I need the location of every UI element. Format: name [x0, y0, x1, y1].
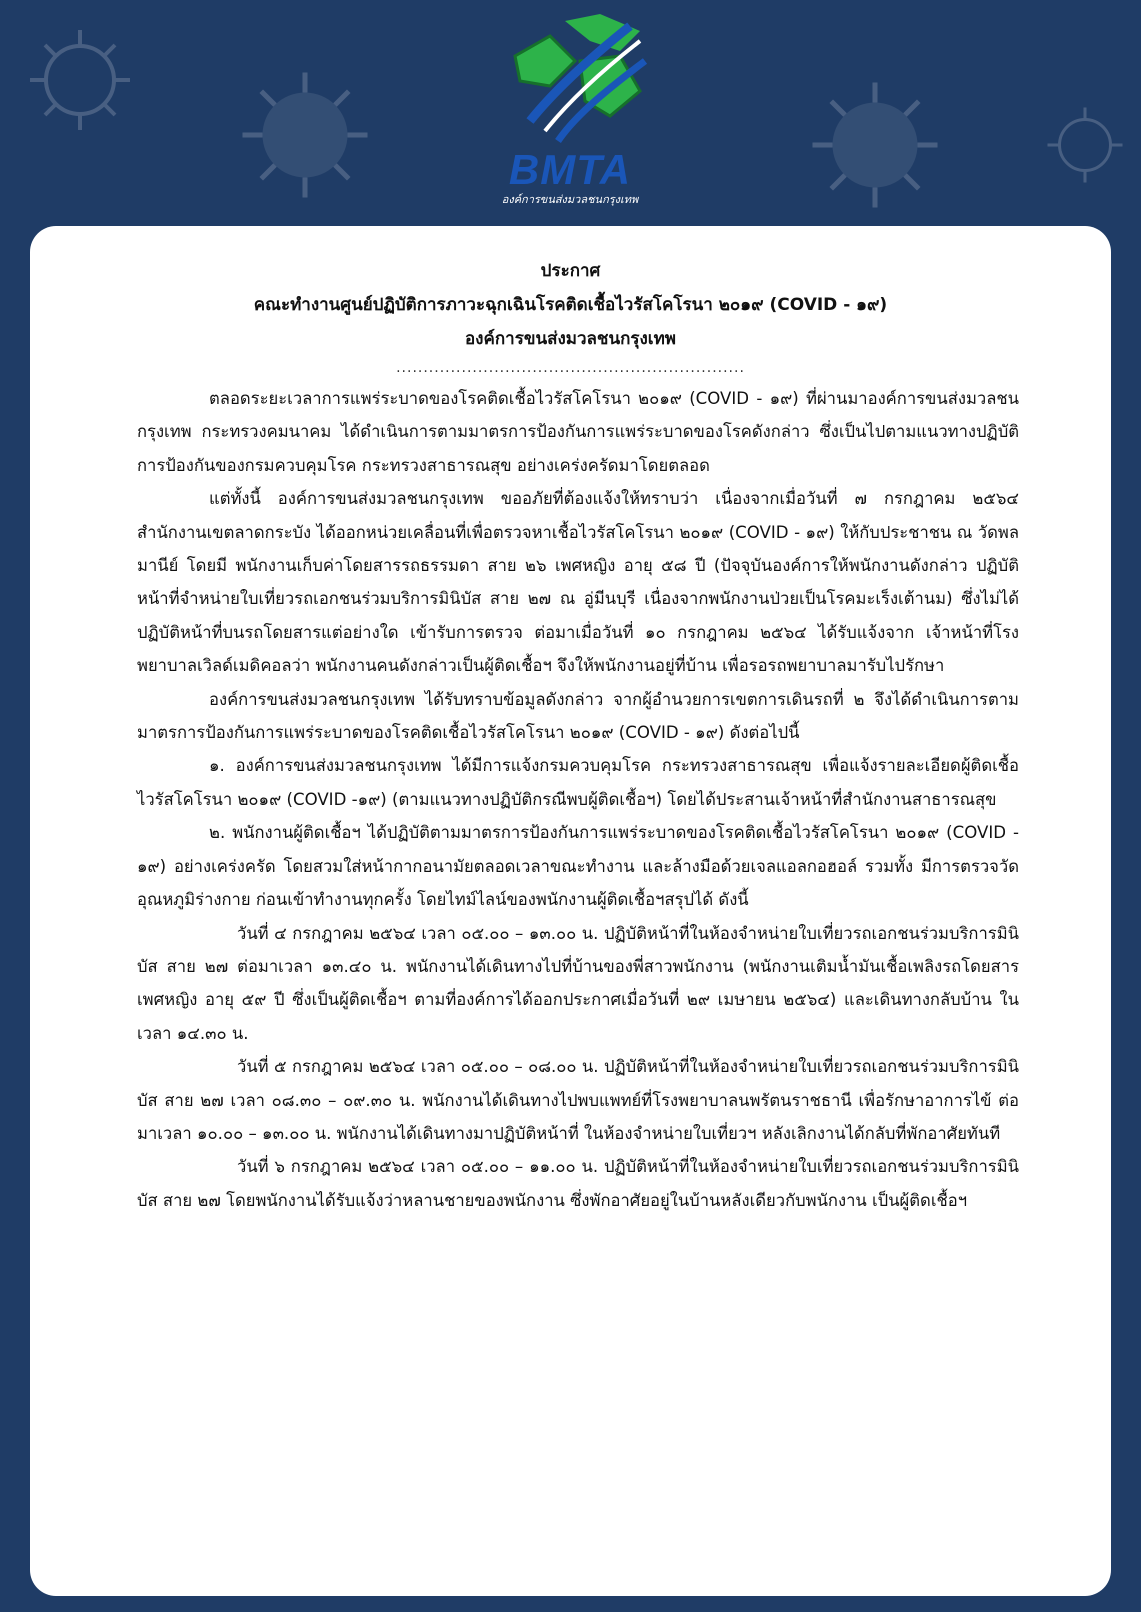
virus-decoration-right-2 — [1040, 100, 1130, 190]
virus-decoration-left-2 — [230, 60, 380, 210]
announcement-header — [30, 254, 1111, 356]
virus-decoration-left — [20, 20, 140, 140]
paragraph: องค์การขนส่งมวลชนกรุงเทพ ได้รับทราบข้อมูลดังกล่าว จากผู้อำนวยการเขตการเดินรถที่ ๒ จึงได้ดำเนินการตามมาตรการป้องกันการแพร่ระบาดของโรคติดเชื้อไวรัสโคโรนา ๒๐๑๙ (COVID - ๑๙) ดังต่อไปนี้ — [137, 689, 1019, 743]
logo-subtitle: องค์การขนส่งมวลชนกรุงเทพ — [501, 193, 639, 206]
paragraph: ตลอดระยะเวลาการแพร่ระบาดของโรคติดเชื้อไวรัสโคโรนา ๒๐๑๙ (COVID - ๑๙) ที่ผ่านมาองค์การขนส่งมวลชนกรุงเทพ กระทรวงคมนาคม ได้ดำเนินการตามมาตรการป้องกันการแพร่ระบาดของโรคดังกล่าว ซึ่งเป็นไปตามแนวทางปฏิบัติการป้องกันของกรมควบคุมโรค กระทรวงสาธารณสุข อย่างเคร่งครัดมาโดยตลอด — [137, 389, 1019, 475]
paragraph: แต่ทั้งนี้ องค์การขนส่งมวลชนกรุงเทพ ขออภัยที่ต้องแจ้งให้ทราบว่า เนื่องจากเมื่อวันที่ ๗ กรกฎาคม ๒๕๖๔ สำนักงานเขตลาดกระบัง ได้ออกหน่วยเคลื่อนที่เพื่อตรวจหาเชื้อไวรัสโคโรนา ๒๐๑๙ (COVID - ๑๙) ให้กับประชาชน ณ วัดพลมานีย์ โดยมี พนักงานเก็บค่าโดยสารรถธรรมดา สาย ๒๖ เพศหญิง อายุ ๕๘ ปี (ปัจจุบันองค์การให้พนักงานดังกล่าว ปฏิบัติหน้าที่จำหน่ายใบเที่ยวรถเอกชนร่วมบริการมินิบัส สาย ๒๗ ณ อู่มีนบุรี เนื่องจากพนักงานป่วยเป็นโรคมะเร็งเต้านม) ซึ่งไม่ได้ปฏิบัติหน้าที่บนรถโดยสารแต่อย่างใด เข้ารับการตรวจ ต่อมาเมื่อวันที่ ๑๐ กรกฎาคม ๒๕๖๔ ได้รับแจ้งจาก เจ้าหน้าที่โรงพยาบาลเวิลด์เมดิคอลว่า พนักงานคนดังกล่าวเป็นผู้ติดเชื้อฯ จึงให้พนักงานอยู่ที่บ้าน เพื่อรอรถพยาบาลมารับไปรักษา — [137, 489, 1019, 676]
virus-decoration-right — [800, 70, 950, 220]
announcement-title: ประกาศ — [540, 261, 601, 281]
bmta-emblem-icon — [470, 6, 670, 151]
announcement-committee: คณะทำงานศูนย์ปฏิบัติการภาวะฉุกเฉินโรคติดเชื้อไวรัสโคโรนา ๒๐๑๙ (COVID - ๑๙) — [253, 295, 888, 315]
announcement-card — [30, 226, 1111, 1596]
dotted-divider: ................................................................ — [396, 360, 745, 376]
announcement-organization: องค์การขนส่งมวลชนกรุงเทพ — [464, 329, 677, 349]
logo-text: BMTA — [508, 146, 632, 193]
paragraph: วันที่ ๔ กรกฎาคม ๒๕๖๔ เวลา ๐๕.๐๐ – ๑๓.๐๐ น. ปฏิบัติหน้าที่ในห้องจำหน่ายใบเที่ยวรถเอกชนร่วมบริการมินิบัส สาย ๒๗ ต่อมาเวลา ๑๓.๔๐ น. พนักงานได้เดินทางไปที่บ้านของพี่สาวพนักงาน (พนักงานเติมน้ำมันเชื้อเพลิงรถโดยสาร เพศหญิง อายุ ๕๙ ปี ซึ่งเป็นผู้ติดเชื้อฯ ตามที่องค์การได้ออกประกาศเมื่อวันที่ ๒๙ เมษายน ๒๕๖๔) และเดินทางกลับบ้าน ในเวลา ๑๔.๓๐ น. — [137, 923, 1019, 1043]
announcement-body — [30, 382, 1111, 1217]
paragraph: วันที่ ๕ กรกฎาคม ๒๕๖๔ เวลา ๐๕.๐๐ – ๐๘.๐๐ น. ปฏิบัติหน้าที่ในห้องจำหน่ายใบเที่ยวรถเอกชนร่วมบริการมินิบัส สาย ๒๗ เวลา ๐๘.๓๐ – ๐๙.๓๐ น. พนักงานได้เดินทางไปพบแพทย์ที่โรงพยาบาลนพรัตนราชธานี เพื่อรักษาอาการไข้ ต่อมาเวลา ๑๐.๐๐ – ๑๓.๐๐ น. พนักงานได้เดินทางมาปฏิบัติหน้าที่ ในห้องจำหน่ายใบเที่ยวฯ หลังเลิกงานได้กลับที่พักอาศัยทันที — [137, 1057, 1019, 1143]
paragraph: วันที่ ๖ กรกฎาคม ๒๕๖๔ เวลา ๐๕.๐๐ – ๑๑.๐๐ น. ปฏิบัติหน้าที่ในห้องจำหน่ายใบเที่ยวรถเอกชนร่วมบริการมินิบัส สาย ๒๗ โดยพนักงานได้รับแจ้งว่าหลานชายของพนักงาน ซึ่งพักอาศัยอยู่ในบ้านหลังเดียวกับพนักงาน เป็นผู้ติดเชื้อฯ — [137, 1157, 1019, 1210]
paragraph: ๑. องค์การขนส่งมวลชนกรุงเทพ ได้มีการแจ้งกรมควบคุมโรค กระทรวงสาธารณสุข เพื่อแจ้งรายละเอียดผู้ติดเชื้อไวรัสโคโรนา ๒๐๑๙ (COVID -๑๙) (ตามแนวทางปฏิบัติกรณีพบผู้ติดเชื้อฯ) โดยได้ประสานเจ้าหน้าที่สำนักงานสาธารณสุข — [137, 756, 1019, 809]
bmta-logo — [470, 6, 670, 206]
paragraph: ๒. พนักงานผู้ติดเชื้อฯ ได้ปฏิบัติตามมาตรการป้องกันการแพร่ระบาดของโรคติดเชื้อไวรัสโคโรนา ๒๐๑๙ (COVID - ๑๙) อย่างเคร่งครัด โดยสวมใส่หน้ากากอนามัยตลอดเวลาขณะทำงาน และล้างมือด้วยเจลแอลกอฮอล์ รวมทั้ง มีการตรวจวัดอุณหภูมิร่างกาย ก่อนเข้าทำงานทุกครั้ง โดยไทม์ไลน์ของพนักงานผู้ติดเชื้อฯสรุปได้ ดังนี้ — [137, 823, 1019, 910]
